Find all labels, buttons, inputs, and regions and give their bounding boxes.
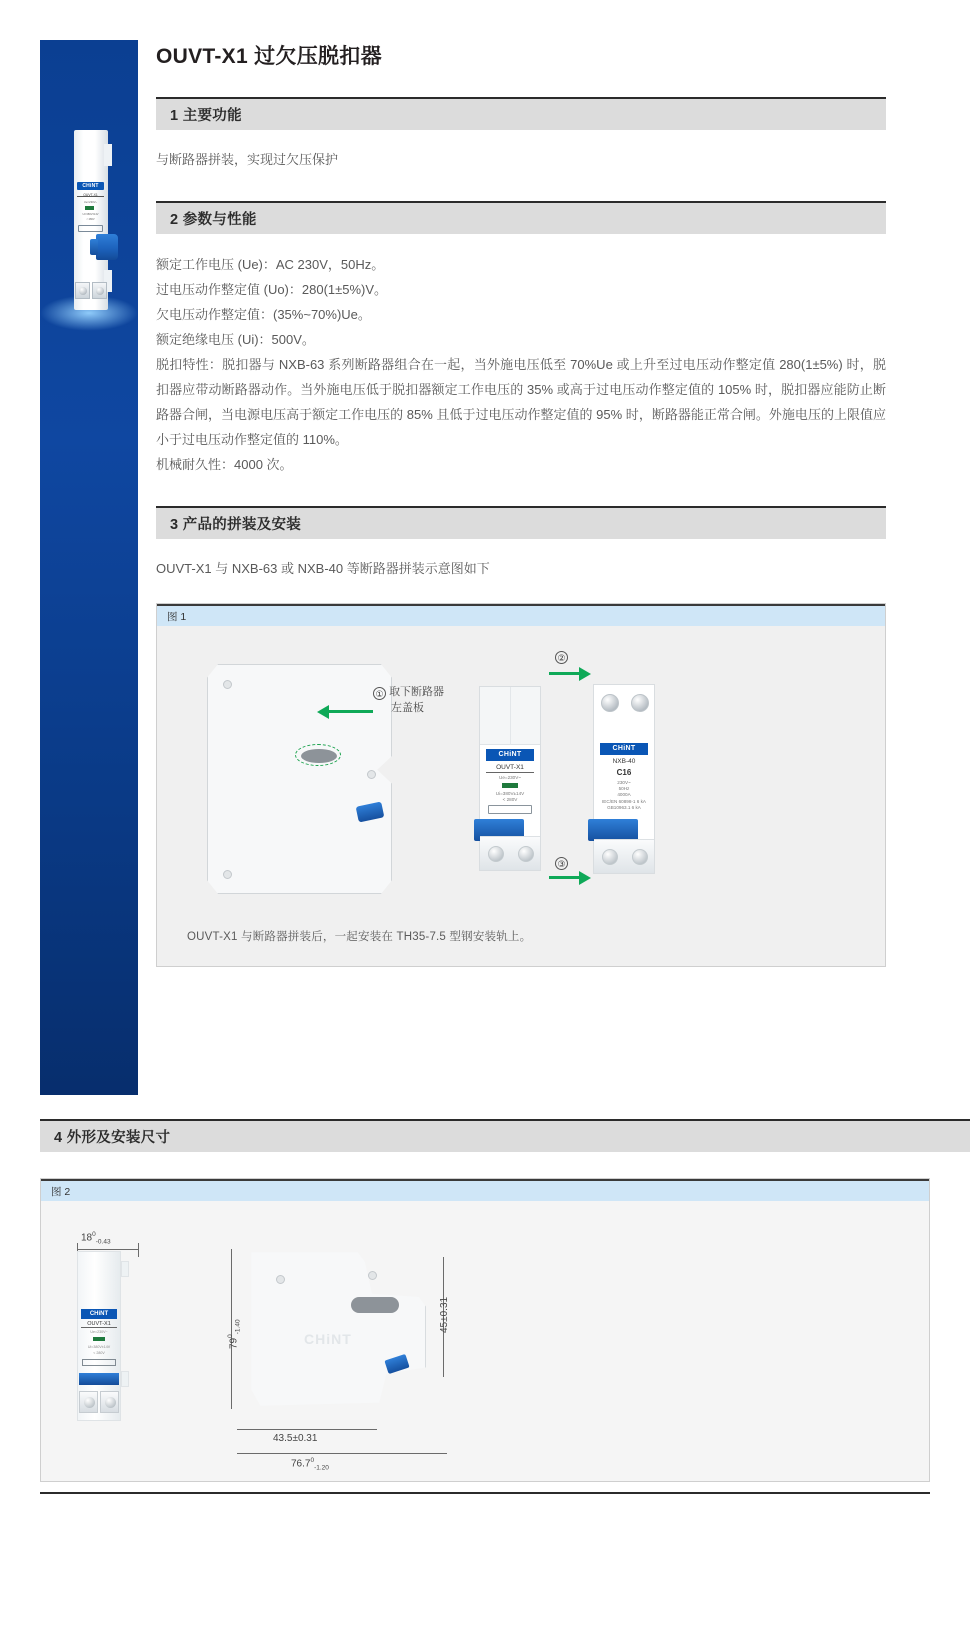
device-line-5: GB10963.1 6 kA bbox=[607, 805, 641, 810]
product-spec-line-1: Ue=230V~ bbox=[83, 200, 98, 204]
product-model-label: OUVT-X1 bbox=[77, 193, 104, 197]
section-header-3 bbox=[156, 505, 886, 539]
terminal bbox=[480, 837, 510, 870]
figure-2-label: 图 2 bbox=[51, 1185, 71, 1198]
device-ouvt-x1 bbox=[479, 686, 541, 871]
circled-number-2-icon: ② bbox=[555, 651, 568, 664]
product-tab-top bbox=[104, 144, 112, 166]
dimension-line-depth-total bbox=[237, 1453, 447, 1454]
front-view-tab-bottom bbox=[121, 1371, 129, 1387]
product-brand-label: CHiNT bbox=[77, 182, 104, 190]
figure-1 bbox=[156, 603, 886, 967]
page-title: OUVT-X1 过欠压脱扣器 bbox=[156, 45, 382, 68]
section-4-heading: 4 外形及安装尺寸 bbox=[54, 1130, 171, 1146]
section-3-intro: OUVT-X1 与 NXB-63 或 NXB-40 等断路器拼装示意图如下 bbox=[156, 561, 490, 576]
product-spec-line-3: < 280V bbox=[86, 218, 95, 221]
product-photo bbox=[66, 130, 116, 310]
figure-2-header bbox=[41, 1179, 929, 1201]
cover-plate-grip bbox=[301, 749, 337, 763]
device-line-2: Ui=380V±14V bbox=[495, 791, 525, 796]
device-cap bbox=[480, 687, 540, 745]
dimension-depth-upper: 45±0.31 bbox=[439, 1296, 450, 1333]
front-view-handle bbox=[79, 1373, 119, 1385]
section-header-1 bbox=[156, 96, 886, 130]
device-brand-nxb: CHiNT bbox=[600, 743, 648, 755]
device-top-terminals bbox=[594, 689, 654, 715]
product-image-rail bbox=[40, 40, 138, 1095]
side-view-outline bbox=[246, 1249, 426, 1409]
device-line-3: < 280V bbox=[502, 797, 518, 802]
front-view-terminal-left bbox=[79, 1391, 98, 1413]
device-wiring-box bbox=[488, 805, 532, 814]
spec-insulation-voltage: 额定绝缘电压 (Ui)：500V。 bbox=[156, 332, 315, 347]
specification-list bbox=[156, 252, 886, 352]
breaker-side-drawing bbox=[207, 664, 392, 894]
product-indicator bbox=[85, 206, 94, 210]
side-view-drawing bbox=[246, 1249, 426, 1409]
screw-icon bbox=[223, 680, 232, 689]
device-terminals bbox=[480, 836, 540, 870]
dimension-height: $79^0_{-1.40}$ bbox=[227, 1319, 242, 1349]
front-view-brand: CHiNT bbox=[81, 1309, 117, 1319]
device-brand-ouvt: CHiNT bbox=[486, 749, 534, 761]
device-line-2: 50Hz bbox=[618, 786, 630, 791]
section-header-4 bbox=[40, 1118, 970, 1152]
footer-rule bbox=[40, 1492, 930, 1494]
screw-icon bbox=[367, 770, 376, 779]
device-model-nxb: NXB-40 bbox=[612, 758, 636, 765]
figure-1-header bbox=[157, 604, 885, 626]
section-1-heading: 1 主要功能 bbox=[170, 108, 242, 124]
spec-trip-characteristic: 脱扣特性：脱扣器与 NXB-63 系列断路器组合在一起，当外施电压低至 70%Ue 或上升至过电压动作整定值 280(1±5%) 时，脱扣器应带动断路器动作。当外施电压低于脱扣器额定工作电压的 35% 或高于过电压动作整定值的 105% 时，脱扣器应能防止断路器合闸，当电源电压高于额定工作电压的 85% 且低于过电压动作整定值的 95% 时，断路器能正常合闸。外施电压的上限值应小于过电压动作整定值的 110%。 bbox=[156, 357, 886, 447]
spec-mechanical-life-wrap bbox=[156, 452, 886, 477]
circled-number-3-icon: ③ bbox=[555, 857, 568, 870]
screw-icon bbox=[223, 870, 232, 879]
breaker-outline bbox=[207, 664, 392, 894]
section-4-wrapper bbox=[40, 1118, 970, 1170]
terminal bbox=[624, 689, 654, 715]
section-2-heading: 2 参数与性能 bbox=[170, 212, 257, 228]
product-toggle-handle bbox=[96, 234, 118, 260]
device-line-1: Ue=230V~ bbox=[499, 775, 521, 780]
front-view-line-2: Ui=380V±14V bbox=[87, 1345, 111, 1349]
device-nxb-40 bbox=[593, 684, 655, 874]
annotation-1-line2: 左盖板 bbox=[391, 702, 424, 714]
product-spec-line-2: Ui=380V±14V bbox=[82, 213, 99, 216]
spec-overvoltage-setting: 过电压动作整定值 (Uo)：280(1±5%)V。 bbox=[156, 282, 388, 297]
front-view-model: OUVT-X1 bbox=[81, 1321, 117, 1328]
figure-2-body bbox=[41, 1201, 929, 1481]
figure-2 bbox=[40, 1178, 930, 1482]
circled-number-1-icon: ① bbox=[373, 687, 386, 700]
device-rating-nxb: C16 bbox=[616, 768, 632, 777]
device-line-1: 230V~ bbox=[617, 780, 631, 785]
front-view-tab-top bbox=[121, 1261, 129, 1277]
annotation-1-line1: 取下断路器 bbox=[389, 686, 445, 698]
terminal bbox=[594, 840, 624, 873]
device-indicator bbox=[502, 783, 518, 788]
dimension-line-depth-mid bbox=[237, 1429, 377, 1430]
section-3-heading: 3 产品的拼装及安装 bbox=[170, 517, 302, 533]
front-view-line-1: Ue=230V~ bbox=[90, 1330, 108, 1334]
dimension-width: $18^0_{-0.43}$ bbox=[81, 1231, 111, 1246]
section-1-text: 与断路器拼装，实现过欠压保护 bbox=[156, 152, 339, 167]
spec-mechanical-life: 机械耐久性：4000 次。 bbox=[156, 457, 293, 472]
spec-undervoltage-setting: 欠电压动作整定值：(35%~70%)Ue。 bbox=[156, 307, 371, 322]
front-view-drawing bbox=[77, 1251, 139, 1421]
front-view-terminal-right bbox=[100, 1391, 119, 1413]
spec-rated-voltage: 额定工作电压 (Ue)：AC 230V，50Hz。 bbox=[156, 257, 385, 272]
product-wiring-diagram bbox=[78, 225, 103, 232]
side-view-watermark: CHiNT bbox=[304, 1331, 352, 1347]
annotation-2 bbox=[555, 648, 568, 664]
product-terminal-right bbox=[92, 282, 107, 299]
dimension-depth-mid: 43.5±0.31 bbox=[273, 1433, 318, 1444]
screw-icon bbox=[368, 1271, 377, 1280]
figure-1-body bbox=[157, 626, 885, 966]
content-column bbox=[156, 40, 886, 967]
terminal bbox=[624, 840, 654, 873]
device-terminals bbox=[594, 839, 654, 873]
highlight-ellipse bbox=[295, 744, 341, 766]
side-view-grip bbox=[351, 1297, 399, 1313]
terminal bbox=[510, 837, 540, 870]
annotation-3 bbox=[555, 854, 568, 870]
device-model-ouvt: OUVT-X1 bbox=[486, 764, 534, 773]
figure-1-caption: OUVT-X1 与断路器拼装后，一起安装在 TH35-7.5 型钢安装轨上。 bbox=[187, 931, 532, 943]
front-view-wiring bbox=[82, 1359, 116, 1366]
screw-icon bbox=[276, 1275, 285, 1284]
dimension-depth-total: $76.7^0_{-1.20}$ bbox=[291, 1457, 329, 1472]
front-view-line-3: < 280V bbox=[93, 1351, 105, 1355]
product-terminal-left bbox=[75, 282, 90, 299]
device-line-3: 4000A bbox=[617, 792, 631, 797]
annotation-1 bbox=[373, 684, 444, 716]
terminal bbox=[594, 689, 624, 715]
device-line-4: IEC/EN 60898-1 6 kA bbox=[602, 799, 646, 804]
dimension-line-width bbox=[77, 1249, 139, 1250]
front-view-indicator bbox=[93, 1337, 105, 1341]
device-toggle-handle bbox=[588, 819, 638, 841]
section-header-2 bbox=[156, 200, 886, 234]
figure-1-label: 图 1 bbox=[167, 610, 187, 623]
